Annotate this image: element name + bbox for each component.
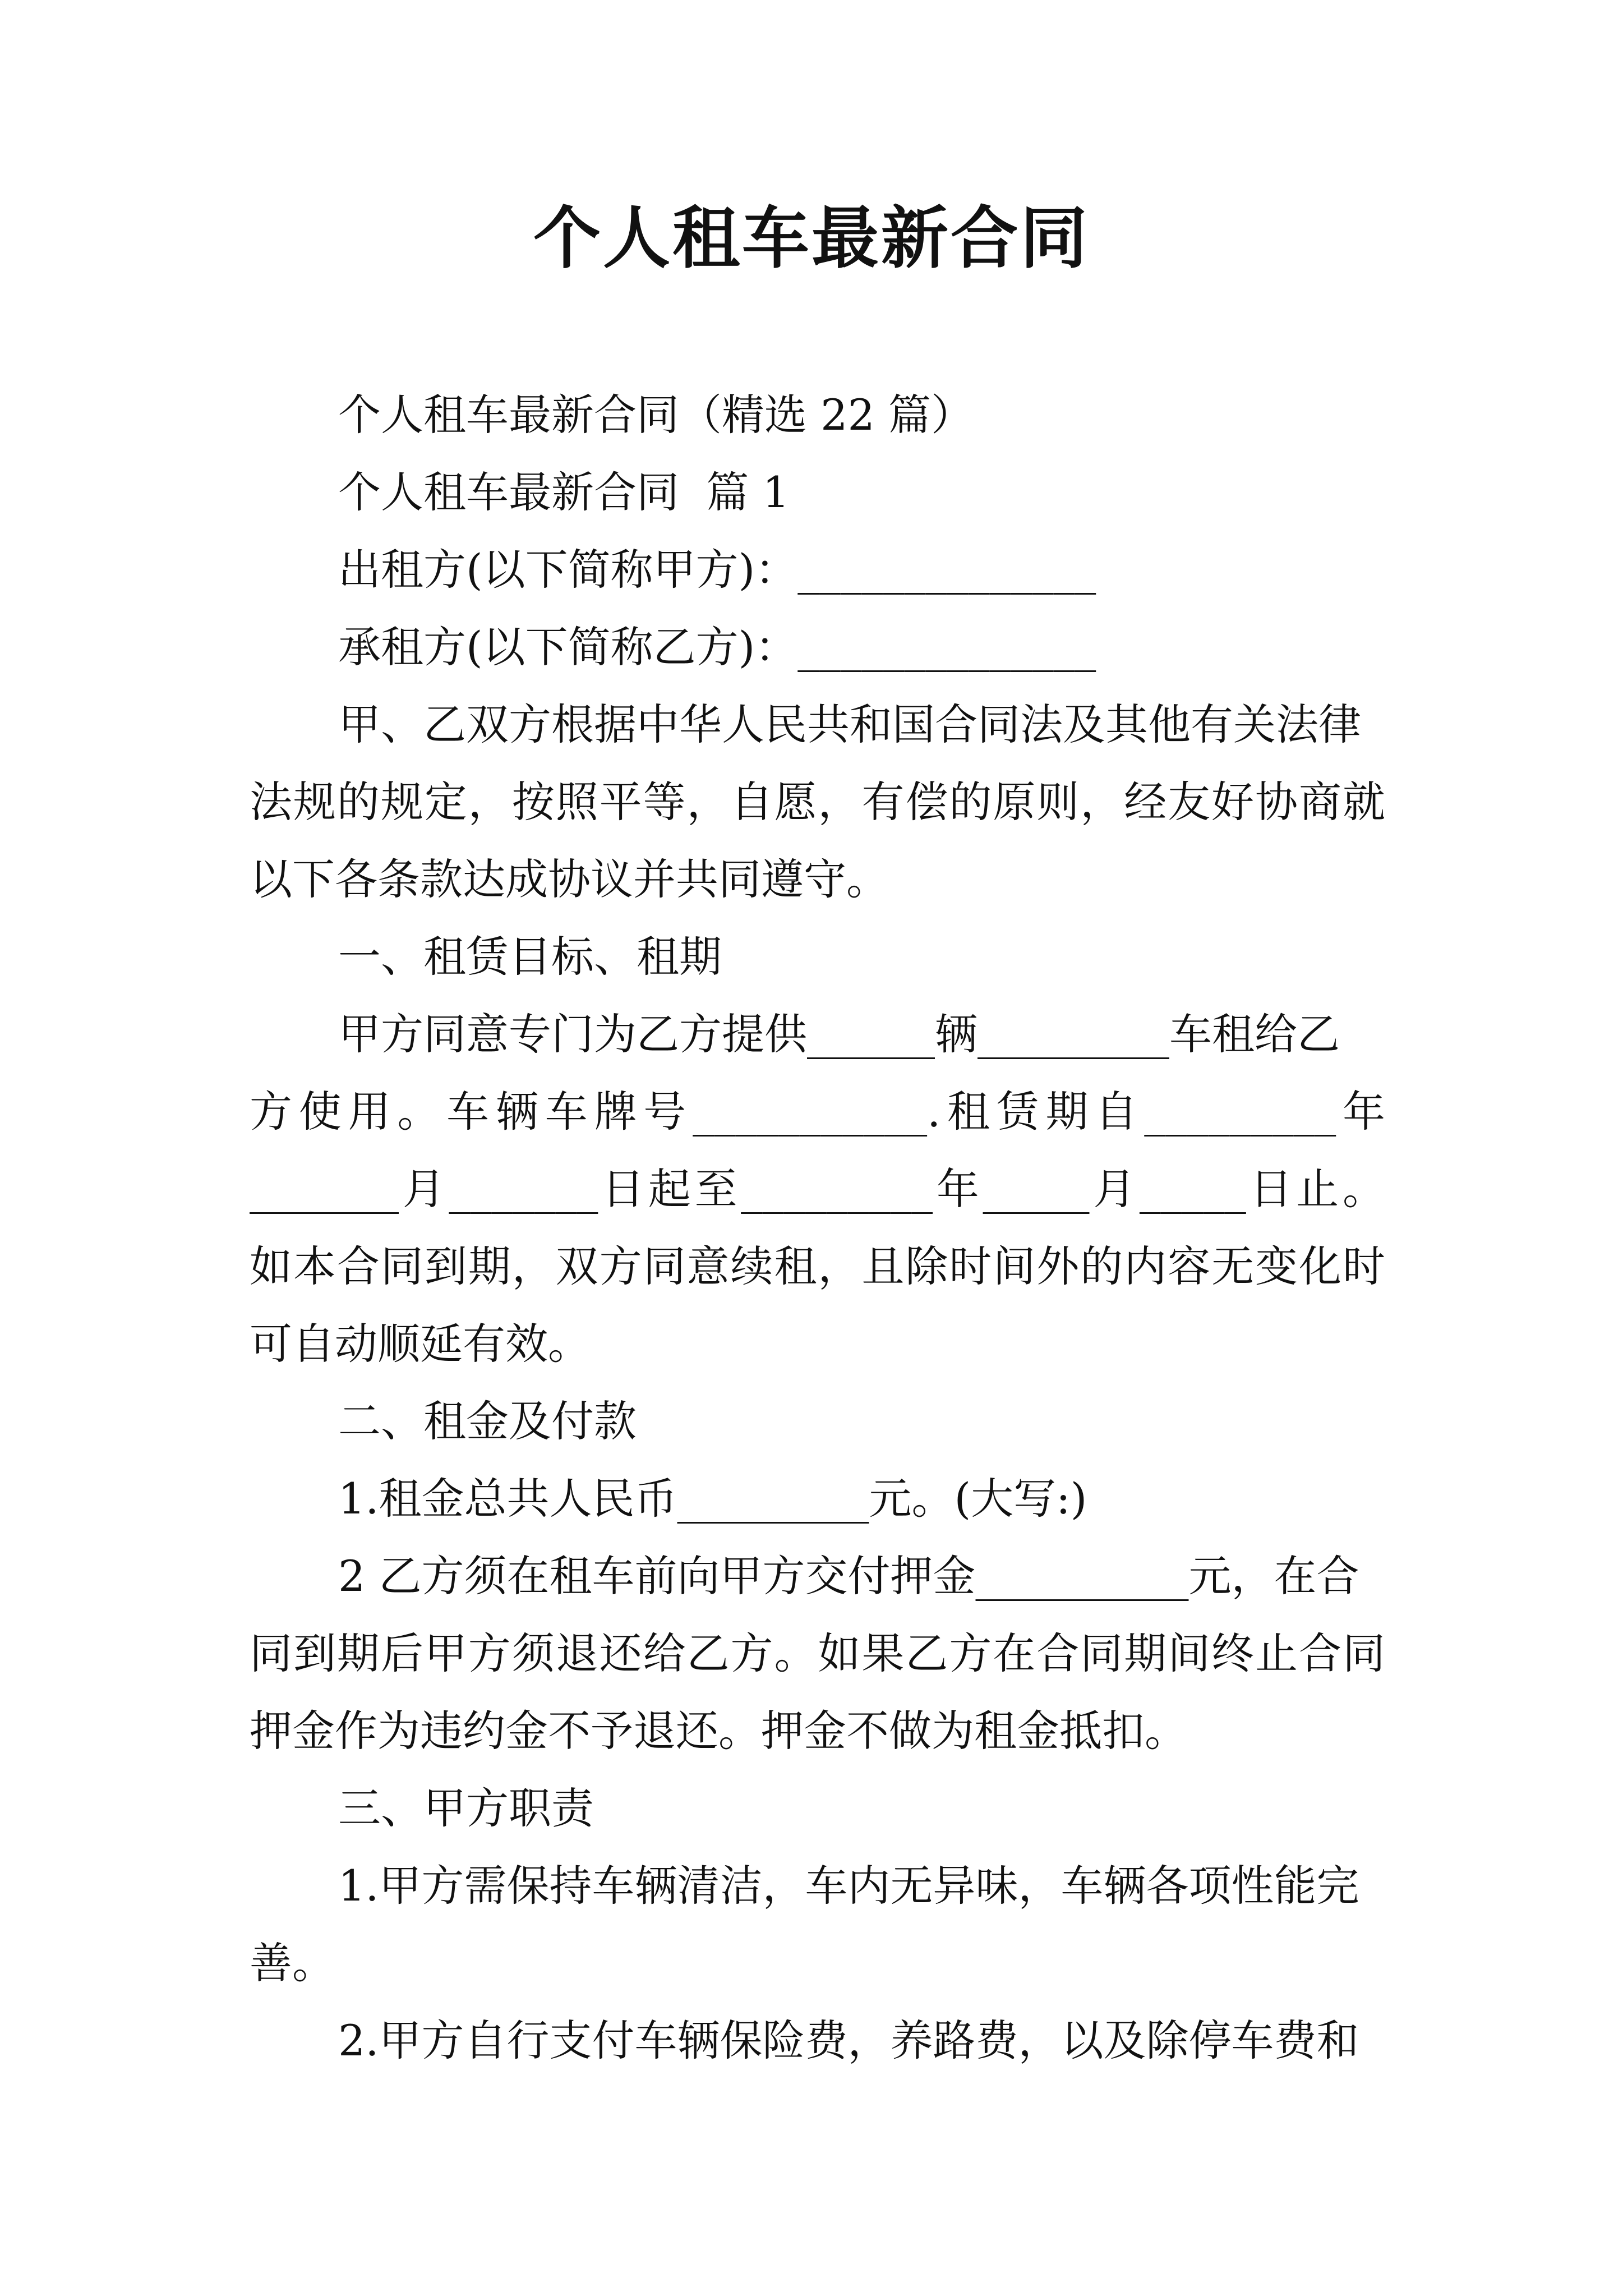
section-heading: 个人租车最新合同 篇 1 xyxy=(338,467,790,517)
paragraph-line: 1.甲方需保持车辆清洁，车内无异味，车辆各项性能完 xyxy=(338,1861,1359,1911)
paragraph-line: 2.甲方自行支付车辆保险费，养路费，以及除停车费和 xyxy=(338,2016,1359,2065)
clause-heading: 三、甲方职责 xyxy=(338,1783,594,1833)
paragraph-line: 法规的规定，按照平等，自愿，有偿的原则，经友好协商就 xyxy=(250,777,1385,827)
paragraph-line: 2 乙方须在租车前向甲方交付押金__________元，在合 xyxy=(338,1551,1359,1601)
paragraph-line: 善。 xyxy=(250,1938,335,1988)
paragraph-line: _______月_______日起至_________年_____月_____日止。 xyxy=(250,1164,1385,1214)
lessee-line: 承租方(以下简称乙方)：______________ xyxy=(338,622,1096,672)
paragraph-line: 甲、乙双方根据中华人民共和国合同法及其他有关法律 xyxy=(338,700,1361,749)
paragraph-line: 1.租金总共人民币_________元。(大写:) xyxy=(338,1474,1087,1524)
paragraph-line: 方使用。车辆车牌号___________.租赁期自_________年 xyxy=(250,1087,1385,1137)
paragraph-line: 如本合同到期，双方同意续租，且除时间外的内容无变化时 xyxy=(250,1241,1385,1291)
paragraph-line: 可自动顺延有效。 xyxy=(250,1319,591,1369)
clause-heading: 二、租金及付款 xyxy=(338,1396,637,1446)
paragraph-line: 押金作为违约金不予退还。押金不做为租金抵扣。 xyxy=(250,1706,1187,1756)
paragraph-line: 甲方同意专门为乙方提供______辆_________车租给乙 xyxy=(338,1009,1340,1059)
subtitle-line: 个人租车最新合同（精选 22 篇） xyxy=(338,390,974,440)
lessor-line: 出租方(以下简称甲方)：______________ xyxy=(338,545,1096,595)
clause-heading: 一、租赁目标、租期 xyxy=(338,932,722,982)
paragraph-line: 以下各条款达成协议并共同遵守。 xyxy=(250,854,889,904)
paragraph-line: 同到期后甲方须退还给乙方。如果乙方在合同期间终止合同 xyxy=(250,1628,1385,1678)
document-title: 个人租车最新合同 xyxy=(533,199,1090,278)
